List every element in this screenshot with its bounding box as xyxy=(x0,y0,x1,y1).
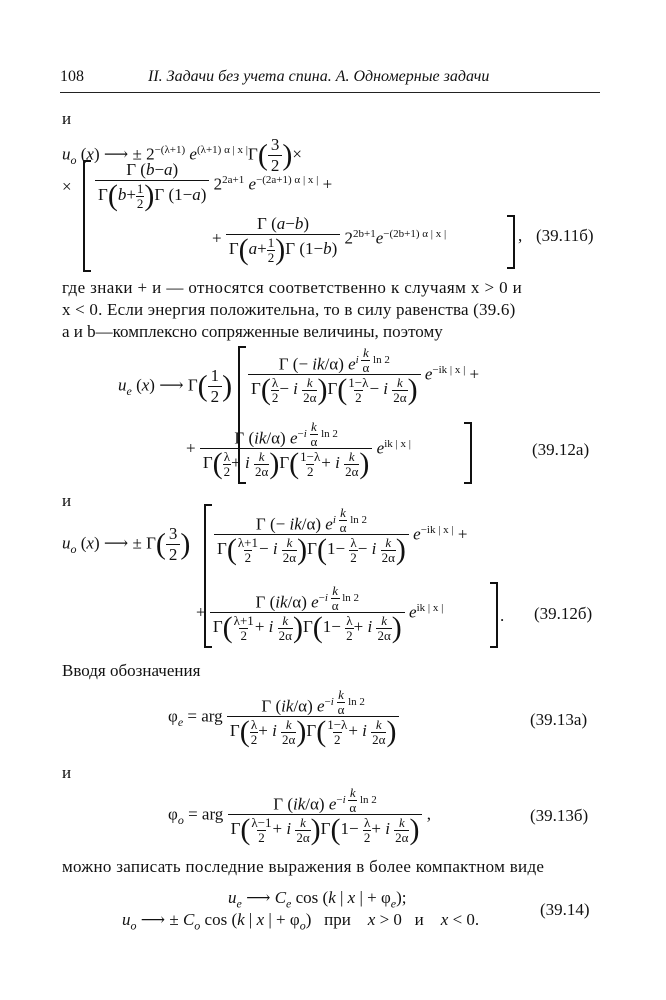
conjunction-and-2: и xyxy=(62,491,72,510)
conjunction-and-3: и xyxy=(62,763,72,782)
paragraph-2: можно записать последние выражения в более компактном виде xyxy=(62,857,545,876)
comma: , xyxy=(518,226,523,245)
equation-number-39-13b: (39.13б) xyxy=(530,806,589,825)
paragraph-1-line-2: x < 0. Если энергия положительна, то в силу равенства (39.6) xyxy=(62,300,516,319)
period: . xyxy=(500,606,505,625)
running-title: II. Задачи без учета спина. А. Одномерные задачи xyxy=(148,68,490,85)
equation-number-39-14: (39.14) xyxy=(540,900,590,919)
equation-39-12a-term-2: + Γ (ik/α) $e^{-i \frac{k}{\alpha} ln 2}$ Γ( $\frac{\lambda}{2}$ + i $\frac{k}{2\alpha}$ )Γ( $\frac{1-\lambda}{2}$ + i $\frac{k}{2\alpha}$ ) $e^{ik | x |}$ xyxy=(186,419,411,481)
paragraph-1-line-1: где знаки + и — относятся соответственно к случаям x > 0 и xyxy=(62,278,523,297)
times-sign: × xyxy=(62,177,72,196)
right-bracket-39-12a xyxy=(464,422,472,484)
equation-39-12b-lhs: $u_o$ (x) ⟶ ± Γ( $\frac{3}{2}$ ) xyxy=(62,524,191,564)
page-number: 108 xyxy=(60,68,84,85)
equation-number-39-11b: (39.11б) xyxy=(536,226,594,245)
equation-number-39-13a: (39.13а) xyxy=(530,710,588,729)
intro-notation: Вводя обозначения xyxy=(62,661,201,680)
conjunction-and-1: и xyxy=(62,109,72,128)
equation-39-13a: $\varphi_e$ = arg Γ (ik/α) $e^{-i \frac{k}{\alpha} ln 2}$ Γ( $\frac{\lambda}{2}$ + i $\frac{k}{2\alpha}$ )Γ( $\frac{1-\lambda}{2}$ + i $\frac{k}{2\alpha}$ ) xyxy=(168,688,399,747)
equation-number-39-12b: (39.12б) xyxy=(534,604,593,623)
equation-39-12b-term-2: + Γ (ik/α) $e^{-i \frac{k}{\alpha} ln 2}$ Γ( $\frac{\lambda+1}{2}$ + i $\frac{k}{2\alpha}$ )Γ(1− $\frac{\lambda}{2}$ + i $\frac{k}{2\alpha}$ ) $e^{ik | x |}$ xyxy=(196,583,444,645)
equation-39-11b-term-2: + Γ (a−b) Γ(a+ $\frac{1}{2}$ )Γ (1−b) $2^{2b+1}e^{-(2b+1) \alpha | x |}$ xyxy=(212,214,447,266)
equation-39-12a-lhs: $u_e$ (x) ⟶ Γ( $\frac{1}{2}$ ) xyxy=(118,366,233,406)
equation-39-12a-term-1: Γ (− ik/α) $e^{i \frac{k}{\alpha} ln 2}$ Γ( $\frac{\lambda}{2}$ − i $\frac{k}{2\alpha}$ )Γ( $\frac{1-\lambda}{2}$ − i $\frac{k}{2\alpha}$ ) $e^{-ik | x |}$ + xyxy=(248,346,479,405)
equation-number-39-12a: (39.12а) xyxy=(532,440,590,459)
equation-39-11b-term-1: Γ (b−a) Γ(b+ $\frac{1}{2}$ )Γ (1−a) $2^{2a+1}$ $e^{-(2a+1) \alpha | x |}$ + xyxy=(95,160,332,211)
equation-39-11b-lhs: $u_o$ (x) ⟶ ± $2^{-(\lambda+1)}$ $e^{(\lambda+1) \alpha | x |}\Gamma$( $\frac{3}{2}$ )× xyxy=(62,135,302,175)
right-bracket-39-11b xyxy=(507,215,515,269)
right-bracket-39-12b xyxy=(490,582,498,648)
header-rule xyxy=(60,92,600,93)
equation-39-13b: $\varphi_o$ = arg Γ (ik/α) $e^{-i \frac{k}{\alpha} ln 2}$ Γ( $\frac{\lambda-1}{2}$ + i $\frac{k}{2\alpha}$ )Γ(1− $\frac{\lambda}{2}$ + i $\frac{k}{2\alpha}$ ) , xyxy=(168,785,431,847)
equation-39-14-line-2: $u_o$ ⟶ ± $C_o$ cos (k | x | + $\varphi_o$) при x > 0 и x < 0. xyxy=(122,910,480,933)
equation-39-12b-term-1: Γ (− ik/α) $e^{i \frac{k}{\alpha} ln 2}$ Γ( $\frac{\lambda+1}{2}$ − i $\frac{k}{2\alpha}$ )Γ(1− $\frac{\lambda}{2}$ − i $\frac{k}{2\alpha}$ ) $e^{-ik | x |}$ + xyxy=(214,506,467,565)
equation-39-14-line-1: $u_e$ ⟶ $C_e$ cos (k | x | + $\varphi_e$); xyxy=(228,888,407,911)
paragraph-1-line-3: a и b—комплексно сопряженные величины, поэтому xyxy=(62,322,443,341)
left-bracket-39-11b xyxy=(83,160,91,272)
